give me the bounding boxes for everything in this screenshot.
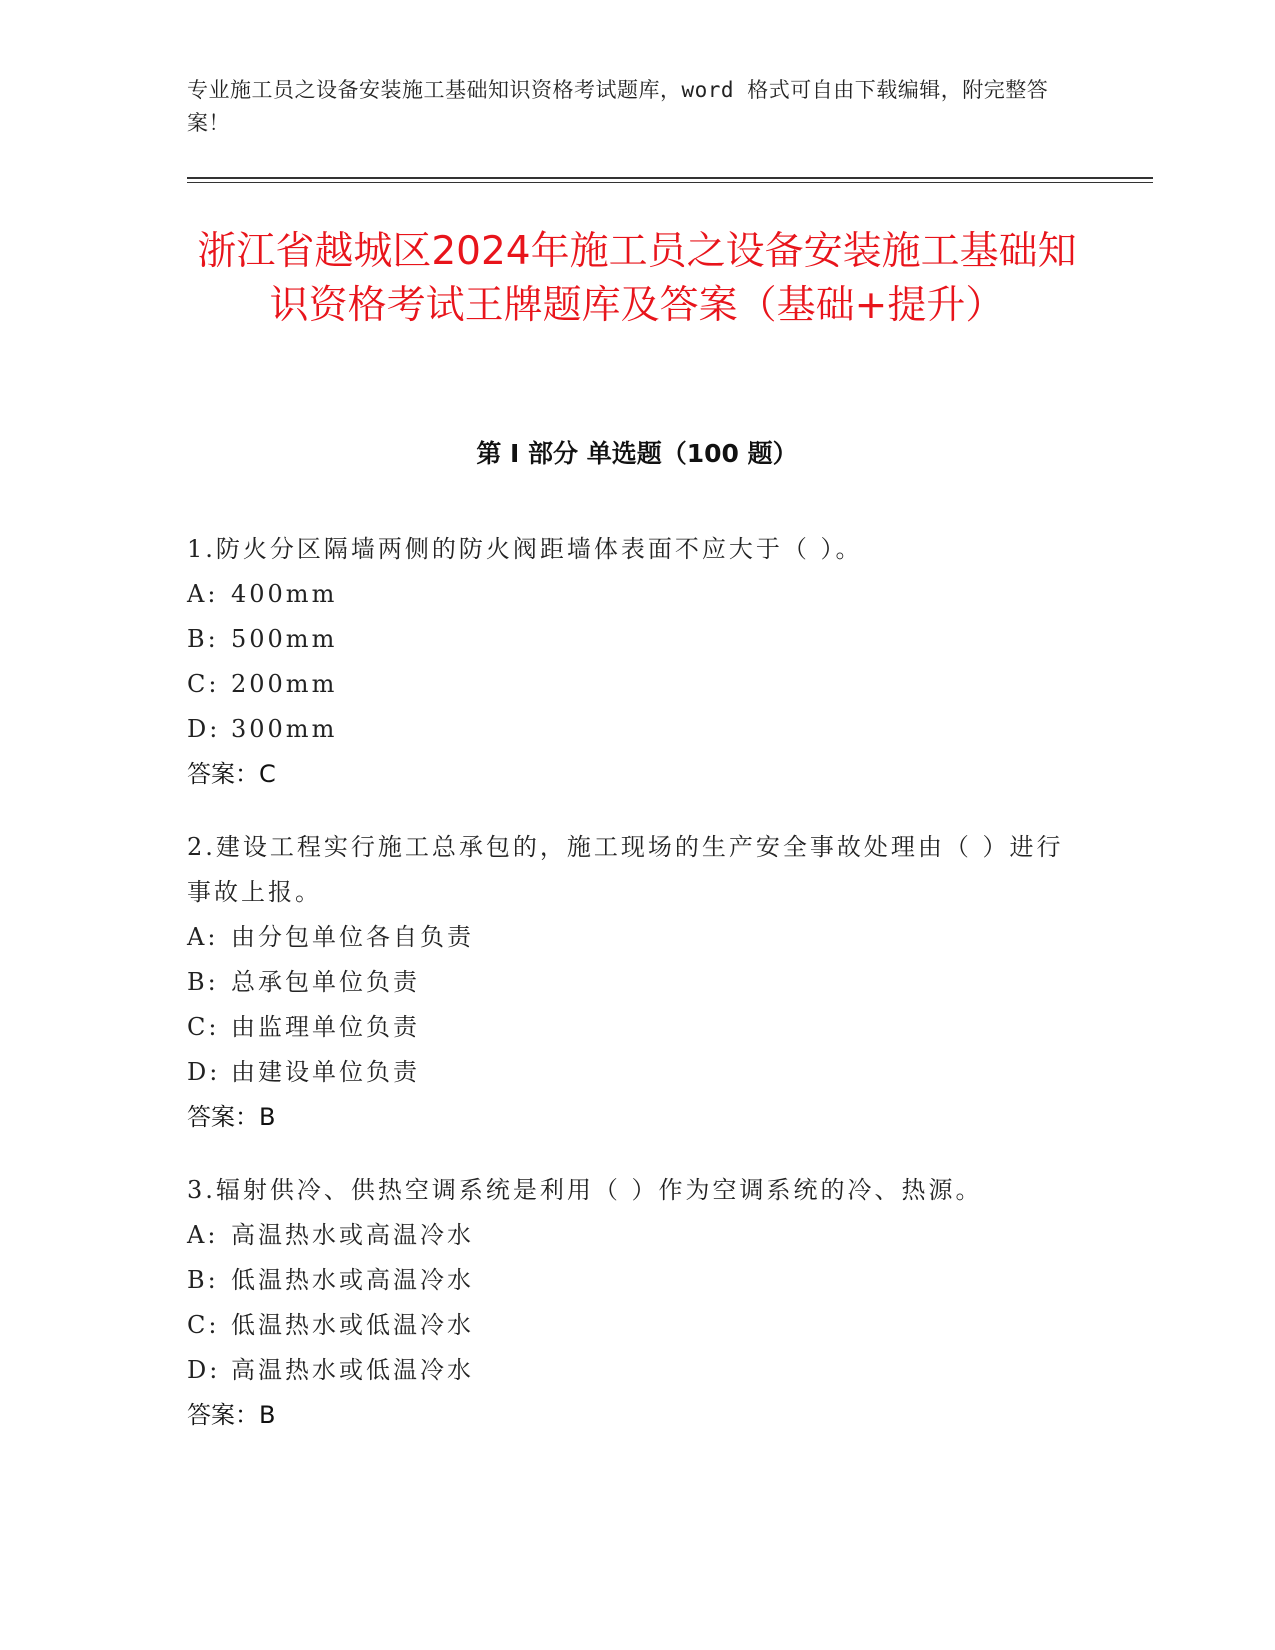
option-c xyxy=(187,662,1087,707)
header-divider-thin xyxy=(187,182,1153,183)
option-text: 高温热水或低温冷水 xyxy=(231,1356,474,1384)
answer: 答案：B xyxy=(187,1103,276,1131)
question-list xyxy=(187,527,1087,1466)
option-letter: A: xyxy=(187,1221,219,1249)
option-text: 400mm xyxy=(231,580,338,608)
option-d xyxy=(187,1050,1087,1095)
option-letter: A: xyxy=(187,580,219,608)
document-title: 浙江省越城区2024年施工员之设备安装施工基础知识资格考试王牌题库及答案（基础+提升） xyxy=(197,229,1077,328)
option-b xyxy=(187,617,1087,662)
option-letter: B: xyxy=(187,625,219,653)
option-text: 低温热水或低温冷水 xyxy=(231,1311,474,1339)
option-letter: D: xyxy=(187,1356,221,1384)
option-a xyxy=(187,572,1087,617)
option-text: 由建设单位负责 xyxy=(231,1058,420,1086)
answer: 答案：B xyxy=(187,1401,276,1429)
option-letter: B: xyxy=(187,968,219,996)
option-letter: C: xyxy=(187,670,220,698)
option-text: 300mm xyxy=(231,715,338,743)
option-text: 低温热水或高温冷水 xyxy=(231,1266,474,1294)
header-divider xyxy=(187,177,1153,179)
option-text: 500mm xyxy=(231,625,338,653)
answer: 答案：C xyxy=(187,760,276,788)
option-letter: C: xyxy=(187,1013,220,1041)
question-stem: 1.防火分区隔墙两侧的防火阀距墙体表面不应大于（ ）。 xyxy=(187,535,863,563)
option-b xyxy=(187,1258,1087,1303)
question-1 xyxy=(187,527,1087,797)
option-letter: B: xyxy=(187,1266,219,1294)
option-d xyxy=(187,707,1087,752)
option-d xyxy=(187,1348,1087,1393)
option-a xyxy=(187,915,1087,960)
option-b xyxy=(187,960,1087,1005)
option-text: 200mm xyxy=(231,670,338,698)
option-text: 由监理单位负责 xyxy=(231,1013,420,1041)
option-text: 总承包单位负责 xyxy=(231,968,420,996)
option-letter: C: xyxy=(187,1311,220,1339)
option-letter: A: xyxy=(187,923,219,951)
option-text: 由分包单位各自负责 xyxy=(231,923,474,951)
header-note: 专业施工员之设备安装施工基础知识资格考试题库，word 格式可自由下载编辑，附完整答案！ xyxy=(187,78,1049,135)
option-letter: D: xyxy=(187,715,221,743)
question-stem: 3.辐射供冷、供热空调系统是利用（ ）作为空调系统的冷、热源。 xyxy=(187,1176,983,1204)
option-a xyxy=(187,1213,1087,1258)
option-c xyxy=(187,1005,1087,1050)
option-letter: D: xyxy=(187,1058,221,1086)
option-c xyxy=(187,1303,1087,1348)
option-text: 高温热水或高温冷水 xyxy=(231,1221,474,1249)
question-3 xyxy=(187,1168,1087,1438)
question-2 xyxy=(187,825,1087,1140)
question-stem: 2.建设工程实行施工总承包的，施工现场的生产安全事故处理由（ ）进行事故上报。 xyxy=(187,833,1064,906)
section-title: 第 I 部分 单选题（100 题） xyxy=(476,439,798,468)
